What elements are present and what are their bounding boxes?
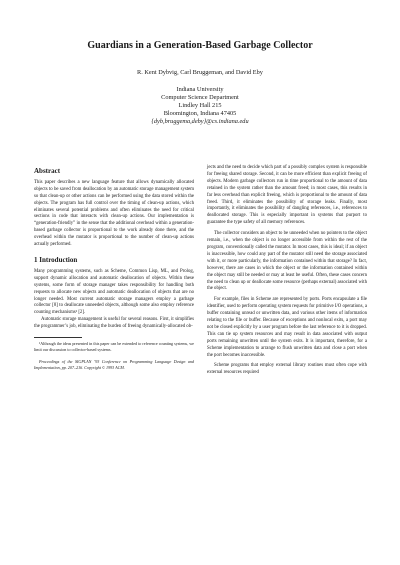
abstract-heading: Abstract (34, 167, 61, 175)
section-heading: 1 Introduction (34, 255, 78, 264)
affiliation-line: Indiana University (176, 86, 224, 93)
intro-paragraph: Many programming systems, such as Scheme, Common Lisp, ML, and Prolog, support dynamic allocation and automatic deallocation of objects. Within these systems, some form of storage manager takes responsibility for handling both requests to allocate new objects and automatic deallocation of objects that are no longer needed. Most current automatic storage managers employ a garbage collector [8] to deallocate unneeded objects, although some also employ reference counting mechanisms¹ [2]. (34, 268, 194, 316)
body-paragraph: For example, files in Scheme are represented by ports. Ports encapsulate a file identifier, used to perform operating system requests for primitive I/O operations, a buffer containing unread or unwritten data, and various other items of information relating to the file or buffer. Because of exceptions and nonlocal exits, a port may not be closed explicitly by a user program before the last reference to it is dropped. This can tie up system resources and may result in data associated with output ports remaining unwritten until the system exits. It is important, therefore, for a Scheme implementation to arrange to flush unwritten data and close a port when the port becomes inaccessible. (207, 297, 367, 358)
body-paragraph: The collector considers an object to be unneeded when no pointers to the object remain, i.e., when the object is no longer accessible from within the rest of the program, conventionally called the mutator. In most cases, this is ideal; if an object is inaccessible, how could any part of the mutator still need the storage associated with it, or more particularly, the information contained within that storage? In fact, however, there are cases in which the object or the information contained within the object may still be needed or may at least be useful. Often, these cases concern the need to clean up or deallocate some resource (perhaps external) associated with the object. (207, 231, 367, 292)
author-list: R. Kent Dybvig, Carl Bruggeman, and David Eby (137, 69, 263, 76)
body-paragraph: jects and the need to decide which part of a possibly complex system is responsible for freeing shared storage. Second, it can be more efficient than explicit freeing of objects. Modern garbage collectors run in time proportional to the amount of data retained in the system rather than the amount freed; in most cases, this results in far less overhead than explicit freeing, which is proportional to the amount of data freed. Third, it eliminates the possibility of storage leaks. Finally, most importantly, it eliminates the possibility of dangling references, i.e., references to deallocated storage. This is especially important in systems that purport to guarantee the type safety of all memory references. (207, 165, 367, 226)
affiliation-line: Computer Science Department (161, 94, 239, 102)
affiliation-line: Bloomington, Indiana 47405 (163, 110, 237, 118)
right-column (207, 165, 367, 377)
body-paragraph: Scheme programs that employ external library routines must often cope with external resources required (207, 363, 367, 376)
footnote: ¹Although the ideas presented in this paper can be extended to reference counting systems, we limit our discussion to collector-based systems. (34, 341, 194, 352)
abstract-text: This paper describes a new language feature that allows dynamically allocated objects to be saved from deallocation by an automatic storage management system so that clean-up or other actions can be performed using the data stored within the objects. The program has full control over the timing of clean-up actions, which eliminates several potential problems and often eliminates the need for critical sections in code that interacts with clean-up actions. Our implementation is “generation-friendly” in the sense that the additional overhead within a generation-based garbage collector is proportional to the work already done there, and the overhead within the mutator is proportional to the number of clean-up actions actually performed. (34, 179, 194, 248)
intro-paragraph: Automatic storage management is useful for several reasons. First, it simplifies the programmer’s job, eliminating the burden of freeing dynamically-allocated ob- (34, 317, 194, 330)
affiliation-block (0, 86, 400, 126)
left-column (34, 168, 194, 370)
affiliation-line: Lindley Hall 215 (178, 102, 222, 110)
paper-title: Guardians in a Generation-Based Garbage Collector (87, 40, 313, 51)
proceedings-note: Proceedings of the SIGPLAN ’93 Conference on Programming Language Design and Implementation, pp. 207–216. Copyright © 1993 ACM. (34, 359, 194, 370)
footnote-rule (34, 337, 82, 338)
author-emails: {dyb,bruggema,deby}@cs.indiana.edu (151, 118, 249, 126)
